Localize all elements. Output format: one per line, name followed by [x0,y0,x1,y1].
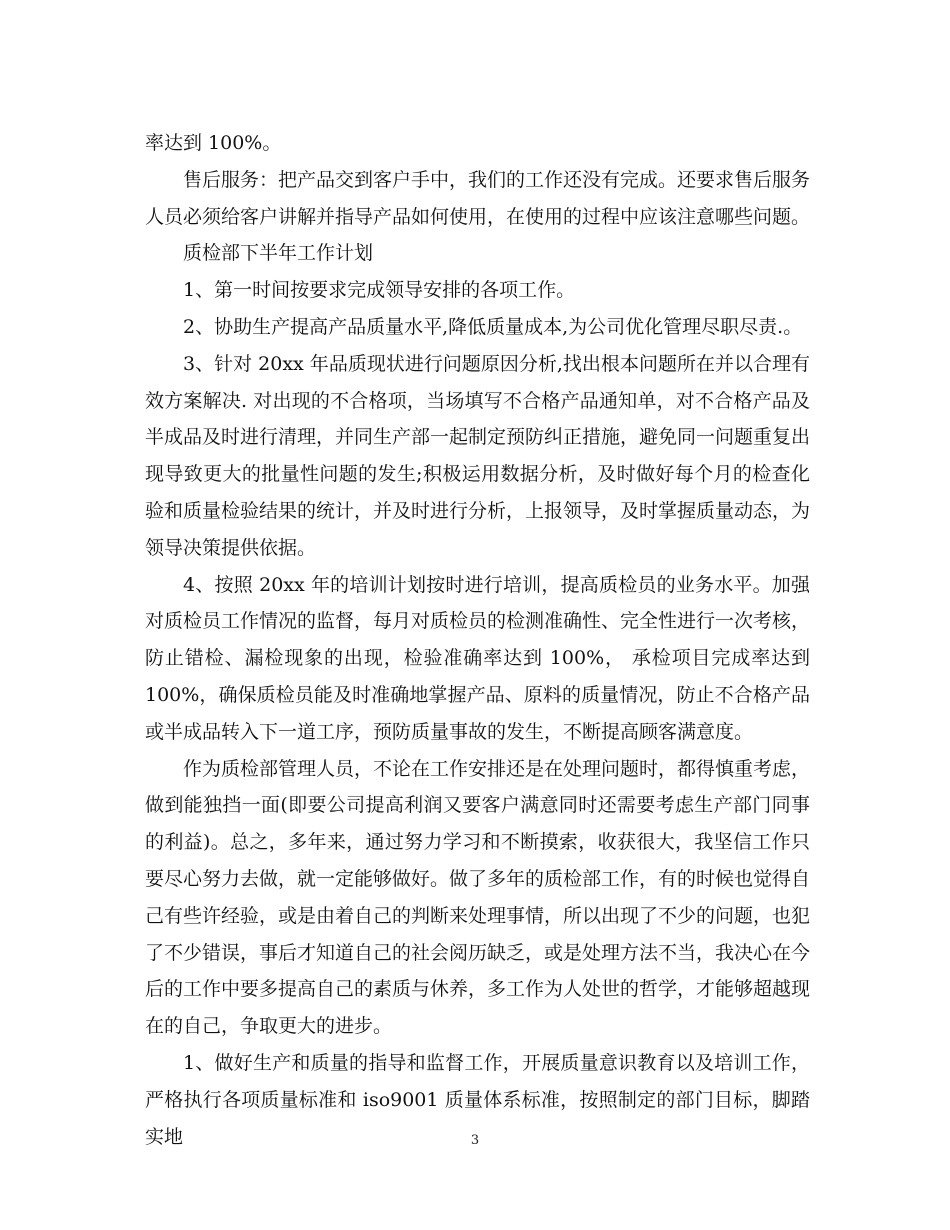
page-number: 3 [470,1133,480,1148]
list-item: 1、第一时间按要求完成领导安排的各项工作。 [183,279,576,302]
paragraph: 作为质检部管理人员，不论在工作安排还是在处理问题时，都得慎重考虑，做到能独挡一面(即要公司提高利润又要客户满意同时还需要考虑生产部门同事的利益)。总之，多年来，通过努力学习和不断摸索，收获很大，我坚信工作只要尽心努力去做，就一定能够做好。做了多年的质检部工作，有的时候也觉得自己有些许经验，或是由着自己的判断来处理事情，所以出现了不少的问题，也犯了不少错误，事后才知道自己的社会阅历缺乏，或是处理方法不当，我决心在今后的工作中要多提高自己的素质与休养，多工作为人处世的哲学，才能够超越现在的自己，争取更大的进步。 [145,757,811,1038]
section-heading: 质检部下半年工作计划 [183,242,374,265]
paragraph: 率达到 100%。 [145,132,282,154]
list-item: 2、协助生产提高产品质量水平,降低质量成本,为公司优化管理尽职尽责.。 [183,315,803,338]
paragraph: 售后服务：把产品交到客户手中，我们的工作还没有完成。还要求售后服务人员必须给客户讲解并指导产品如何使用，在使用的过程中应该注意哪些问题。 [145,168,811,228]
list-item: 4、按照 20xx 年的培训计划按时进行培训，提高质检员的业务水平。加强对质检员工作情况的监督，每月对质检员的检测准确性、完全性进行一次考核，防止错检、漏检现象的出现，检验准确率达到 100%， 承检项目完成率达到 100%，确保质检员能及时准确地掌握产品、原料的质量情况，防止不合格产品或半成品转入下一道工序，预防质量事故的发生，不断提高顾客满意度。 [145,573,811,743]
list-item: 1、做好生产和质量的指导和监督工作，开展质量意识教育以及培训工作，严格执行各项质量标准和 iso9001 质量体系标准，按照制定的部门目标，脚踏实地 [145,1051,810,1148]
document-body [145,125,810,1155]
list-item: 3、针对 20xx 年品质现状进行问题原因分析,找出根本问题所在并以合理有效方案解决. 对出现的不合格项，当场填写不合格产品通知单，对不合格产品及半成品及时进行清理，并同生产部一起制定预防纠正措施，避免同一问题重复出现导致更大的批量性问题的发生;积极运用数据分析，及时做好每个月的检查化验和质量检验结果的统计，并及时进行分析，上报领导，及时掌握质量动态，为领导决策提供依据。 [145,352,811,559]
